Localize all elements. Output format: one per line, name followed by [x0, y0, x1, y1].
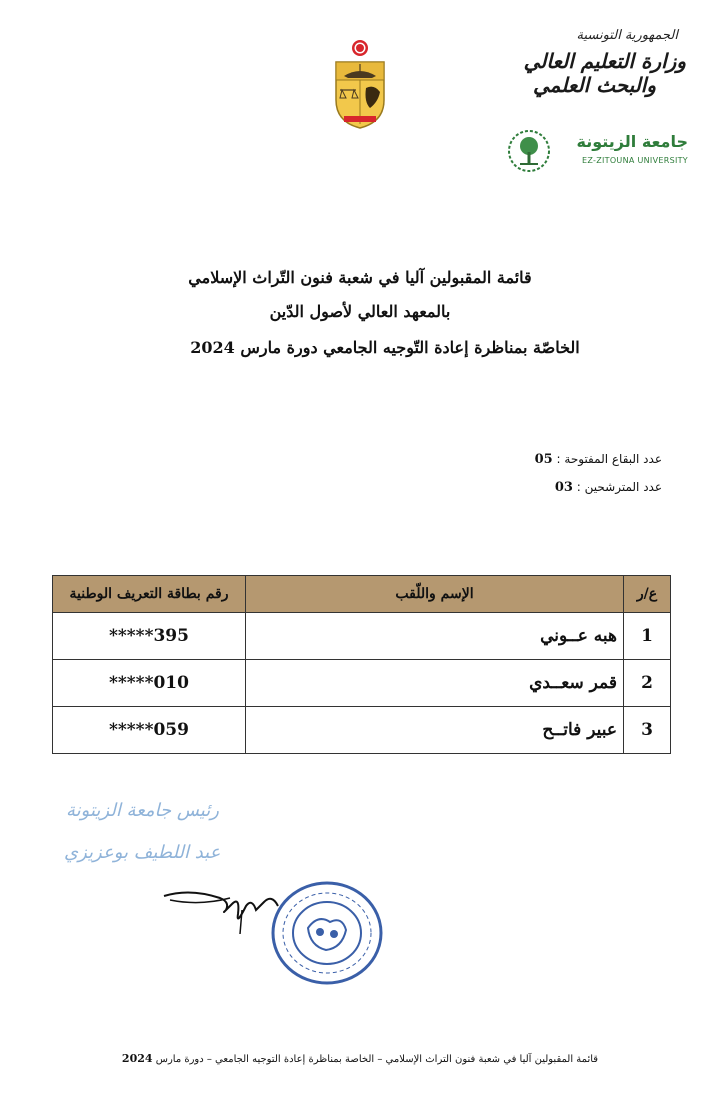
signatory-title: رئيس جامعة الزيتونة: [66, 800, 219, 821]
open-seats: [535, 452, 662, 467]
row-name: هبه عــوني: [246, 613, 624, 660]
university-logo: [506, 128, 688, 174]
open-seats-label: عدد البقاع المفتوحة :: [556, 452, 662, 466]
row-id: 395*****: [53, 613, 246, 660]
candidates-value: 03: [554, 480, 573, 495]
row-num: 3: [624, 707, 671, 754]
row-num: 2: [624, 660, 671, 707]
ministry-line-1: وزارة التعليم العالي: [523, 49, 686, 73]
footer: [0, 1052, 720, 1065]
row-id: 059*****: [53, 707, 246, 754]
open-seats-value: 05: [534, 452, 553, 467]
row-name: عبير فاتــح: [246, 707, 624, 754]
title-line-1: قائمة المقبولين آليا في شعبة فنون التّراث الإسلامي: [188, 268, 532, 287]
official-stamp-icon: [268, 878, 386, 992]
candidates-count: [555, 480, 662, 495]
olive-tree-icon: [506, 128, 552, 174]
ministry-header: [486, 28, 686, 97]
table-row: [53, 613, 671, 660]
table-row: [53, 707, 671, 754]
ministry-line-2: والبحث العلمي: [532, 73, 656, 97]
row-num: 1: [624, 613, 671, 660]
title-line-3: الخاصّة بمناظرة إعادة التّوجيه الجامعي دورة مارس 2024: [190, 338, 580, 357]
coat-of-arms-icon: [330, 38, 390, 134]
header-num: ع/ر: [624, 576, 671, 613]
republic-text: الجمهورية التونسية: [576, 28, 678, 43]
university-name-en: EZ-ZITOUNA UNIVERSITY: [582, 156, 688, 165]
footer-year: 2024: [121, 1052, 153, 1065]
row-id: 010*****: [53, 660, 246, 707]
header-name: الإسم واللّقب: [246, 576, 624, 613]
admitted-table: [52, 575, 671, 754]
row-name: قمر سعــدي: [246, 660, 624, 707]
signatory-name: عبد اللطيف بوعزيزي: [64, 842, 221, 863]
footer-text: قائمة المقبولين آليا في شعبة فنون التراث الإسلامي – الخاصة بمناظرة إعادة التوجيه الجامعي – دورة مارس: [155, 1054, 599, 1065]
header-id: رقم بطاقة التعريف الوطنية: [53, 576, 246, 613]
candidates-label: عدد المترشحين :: [576, 480, 662, 494]
university-name-ar: جامعة الزيتونة: [576, 132, 688, 151]
table-row: [53, 660, 671, 707]
table-header-row: [53, 576, 671, 613]
title-line-2: بالمعهد العالي لأصول الدّين: [269, 302, 451, 321]
